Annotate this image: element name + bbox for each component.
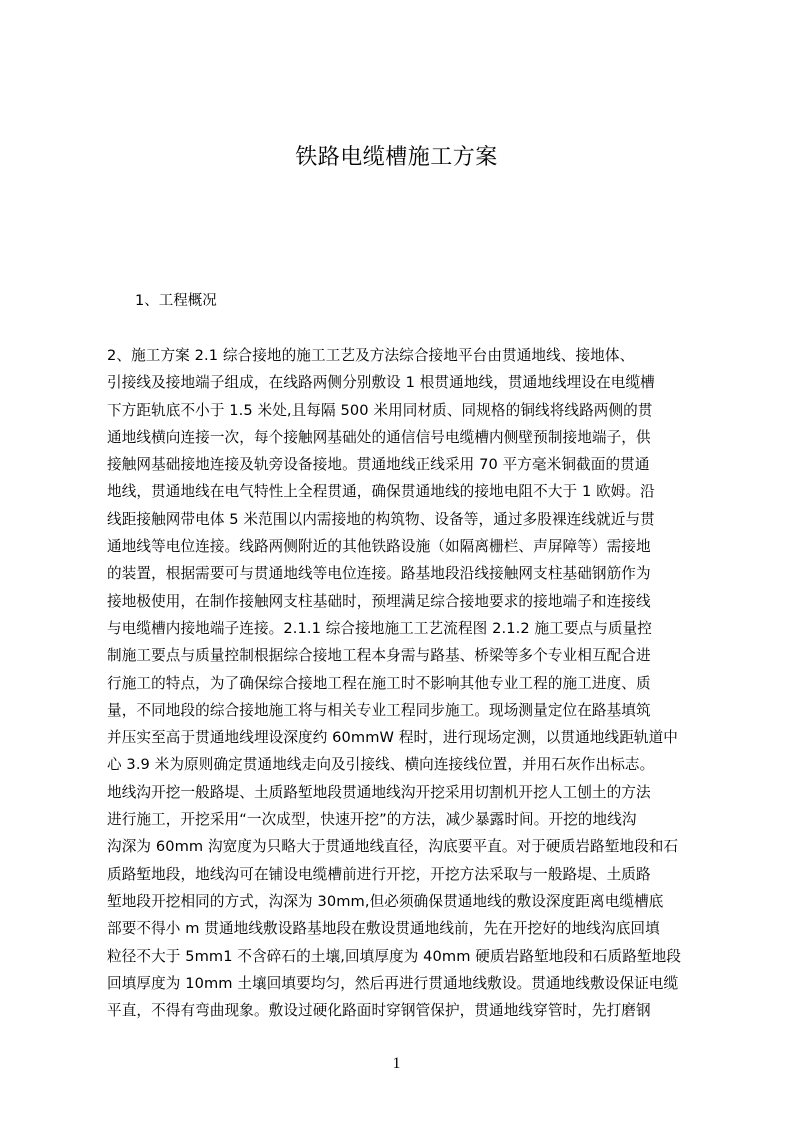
body-line: 地线沟开挖一般路堤、土质路堑地段贯通地线沟开挖采用切割机开挖人工刨土的方法 xyxy=(107,783,651,801)
body-line: 2、施工方案 2.1 综合接地的施工工艺及方法综合接地平台由贯通地线、接地体、 xyxy=(107,347,635,364)
body-line: 沟深为 60mm 沟宽度为只略大于贯通地线直径，沟底要平直。对于硬质岩路堑地段和石 xyxy=(107,838,679,856)
body-line: 下方距轨底不小于 1.5 米处,且每隔 500 米用同材质、同规格的铜线将线路两侧的贯 xyxy=(107,401,653,419)
body-line: 与电缆槽内接地端子连接。2.1.1 综合接地施工工艺流程图 2.1.2 施工要点与质量控 xyxy=(107,619,652,637)
body-line: 地线，贯通地线在电气特性上全程贯通，确保贯通地线的接地电阻不大于 1 欧姆。沿 xyxy=(107,483,655,501)
body-line: 制施工要点与质量控制根据综合接地工程本身需与路基、桥梁等多个专业相互配合进 xyxy=(107,647,651,665)
body-line: 质路堑地段，地线沟可在铺设电缆槽前进行开挖，开挖方法采取与一般路堤、土质路 xyxy=(107,865,651,883)
section-heading: 1、工程概况 xyxy=(135,293,217,309)
body-text xyxy=(107,342,699,1024)
body-line: 心 3.9 米为原则确定贯通地线走向及引接线、横向连接线位置，并用石灰作出标志。 xyxy=(107,756,655,774)
body-line: 回填厚度为 10mm 土壤回填要均匀，然后再进行贯通地线敷设。贯通地线敷设保证电缆 xyxy=(107,974,679,992)
body-line: 通地线横向连接一次，每个接触网基础处的通信信号电缆槽内侧壁预制接地端子，供 xyxy=(107,428,651,446)
body-line: 部要不得小 m 贯通地线敷设路基地段在敷设贯通地线前，先在开挖好的地线沟底回填 xyxy=(107,920,660,938)
body-line: 量，不同地段的综合接地施工将与相关专业工程同步施工。现场测量定位在路基填筑 xyxy=(107,701,651,719)
body-line: 进行施工，开挖采用“一次成型，快速开挖”的方法，减少暴露时间。开挖的地线沟 xyxy=(107,811,637,829)
body-line: 行施工的特点，为了确保综合接地工程在施工时不影响其他专业工程的施工进度、质 xyxy=(107,674,651,692)
document-title: 铁路电缆槽施工方案 xyxy=(295,145,498,170)
body-line: 引接线及接地端子组成，在线路两侧分别敷设 1 根贯通地线，贯通地线埋设在电缆槽 xyxy=(107,374,655,392)
page-number: 1 xyxy=(392,1055,401,1072)
body-line: 接地极使用，在制作接触网支柱基础时，预埋满足综合接地要求的接地端子和连接线 xyxy=(107,592,651,610)
body-line: 并压实至高于贯通地线埋设深度约 60mmW 程时，进行现场定测，以贯通地线距轨道中 xyxy=(107,729,679,747)
body-line: 通地线等电位连接。线路两侧附近的其他铁路设施（如隔离栅栏、声屏障等）需接地 xyxy=(107,538,651,556)
body-line: 的装置，根据需要可与贯通地线等电位连接。路基地段沿线接触网支柱基础钢筋作为 xyxy=(107,565,651,583)
body-line: 粒径不大于 5mm1 不含碎石的土壤,回填厚度为 40mm 硬质岩路堑地段和石质路堑地段 xyxy=(107,947,682,965)
body-line: 接触网基础接地连接及轨旁设备接地。贯通地线正线采用 70 平方毫米铜截面的贯通 xyxy=(107,456,650,474)
body-line: 线距接触网带电体 5 米范围以内需接地的构筑物、设备等，通过多股裸连线就近与贯 xyxy=(107,510,655,528)
body-line: 平直，不得有弯曲现象。敷设过硬化路面时穿钢管保护，贯通地线穿管时，先打磨钢 xyxy=(107,1002,651,1020)
body-line: 堑地段开挖相同的方式，沟深为 30mm,但必须确保贯通地线的敷设深度距离电缆槽底 xyxy=(107,892,664,910)
